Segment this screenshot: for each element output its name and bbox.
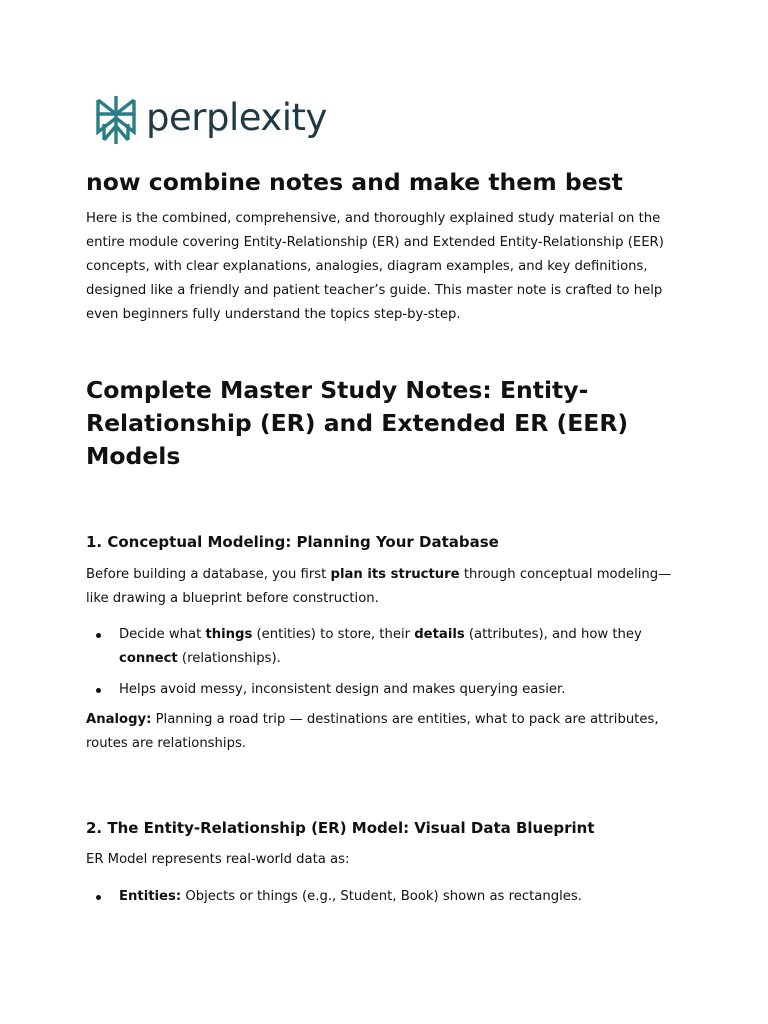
perplexity-logo [94, 94, 327, 146]
section-1-heading: 1. Conceptual Modeling: Planning Your Database [86, 533, 499, 551]
list-item [86, 885, 686, 909]
intro-paragraph: Here is the combined, comprehensive, and thoroughly explained study material on the entire module covering Entity-Relationship (ER) and Extended Entity-Relationship (EER) concepts, with clear explanations, analogies, diagram examples, and key definitions, designed like a friendly and patient teacher’s guide. This master note is crafted to help even beginners fully understand the topics step-by-step. [86, 211, 664, 322]
section-1-paragraph [86, 563, 686, 611]
section-2-bullets [86, 885, 686, 909]
section-1-bullets [86, 623, 686, 702]
text: Before building a database, you first [86, 567, 331, 582]
text: (attributes), and how they [464, 627, 642, 642]
text: Planning a road trip — destinations are entities, what to pack are attributes, routes are relationships. [86, 712, 659, 751]
text: (relationships). [177, 651, 281, 666]
emphasis: things [205, 627, 253, 642]
perplexity-wordmark: perplexity [146, 95, 327, 139]
emphasis: details [414, 627, 465, 642]
emphasis: connect [119, 651, 178, 666]
main-title: Complete Master Study Notes: Entity-Relationship (ER) and Extended ER (EER) Models [86, 376, 629, 470]
section-2-heading: 2. The Entity-Relationship (ER) Model: Visual Data Blueprint [86, 819, 595, 837]
list-item: Helps avoid messy, inconsistent design and makes querying easier. [86, 678, 686, 702]
text: Decide what [119, 627, 206, 642]
text: (entities) to store, their [252, 627, 415, 642]
prompt-title: now combine notes and make them best [86, 168, 623, 196]
section-1-analogy [86, 708, 686, 756]
text: Objects or things (e.g., Student, Book) shown as rectangles. [181, 889, 582, 904]
emphasis: plan its structure [330, 567, 460, 582]
text: through conceptual modeling—like drawing a blueprint before construction. [86, 567, 672, 606]
emphasis: Entities: [119, 889, 182, 904]
analogy-label: Analogy: [86, 712, 152, 727]
section-2-paragraph: ER Model represents real-world data as: [86, 852, 350, 867]
list-item [86, 623, 686, 671]
perplexity-logo-icon [94, 94, 138, 146]
